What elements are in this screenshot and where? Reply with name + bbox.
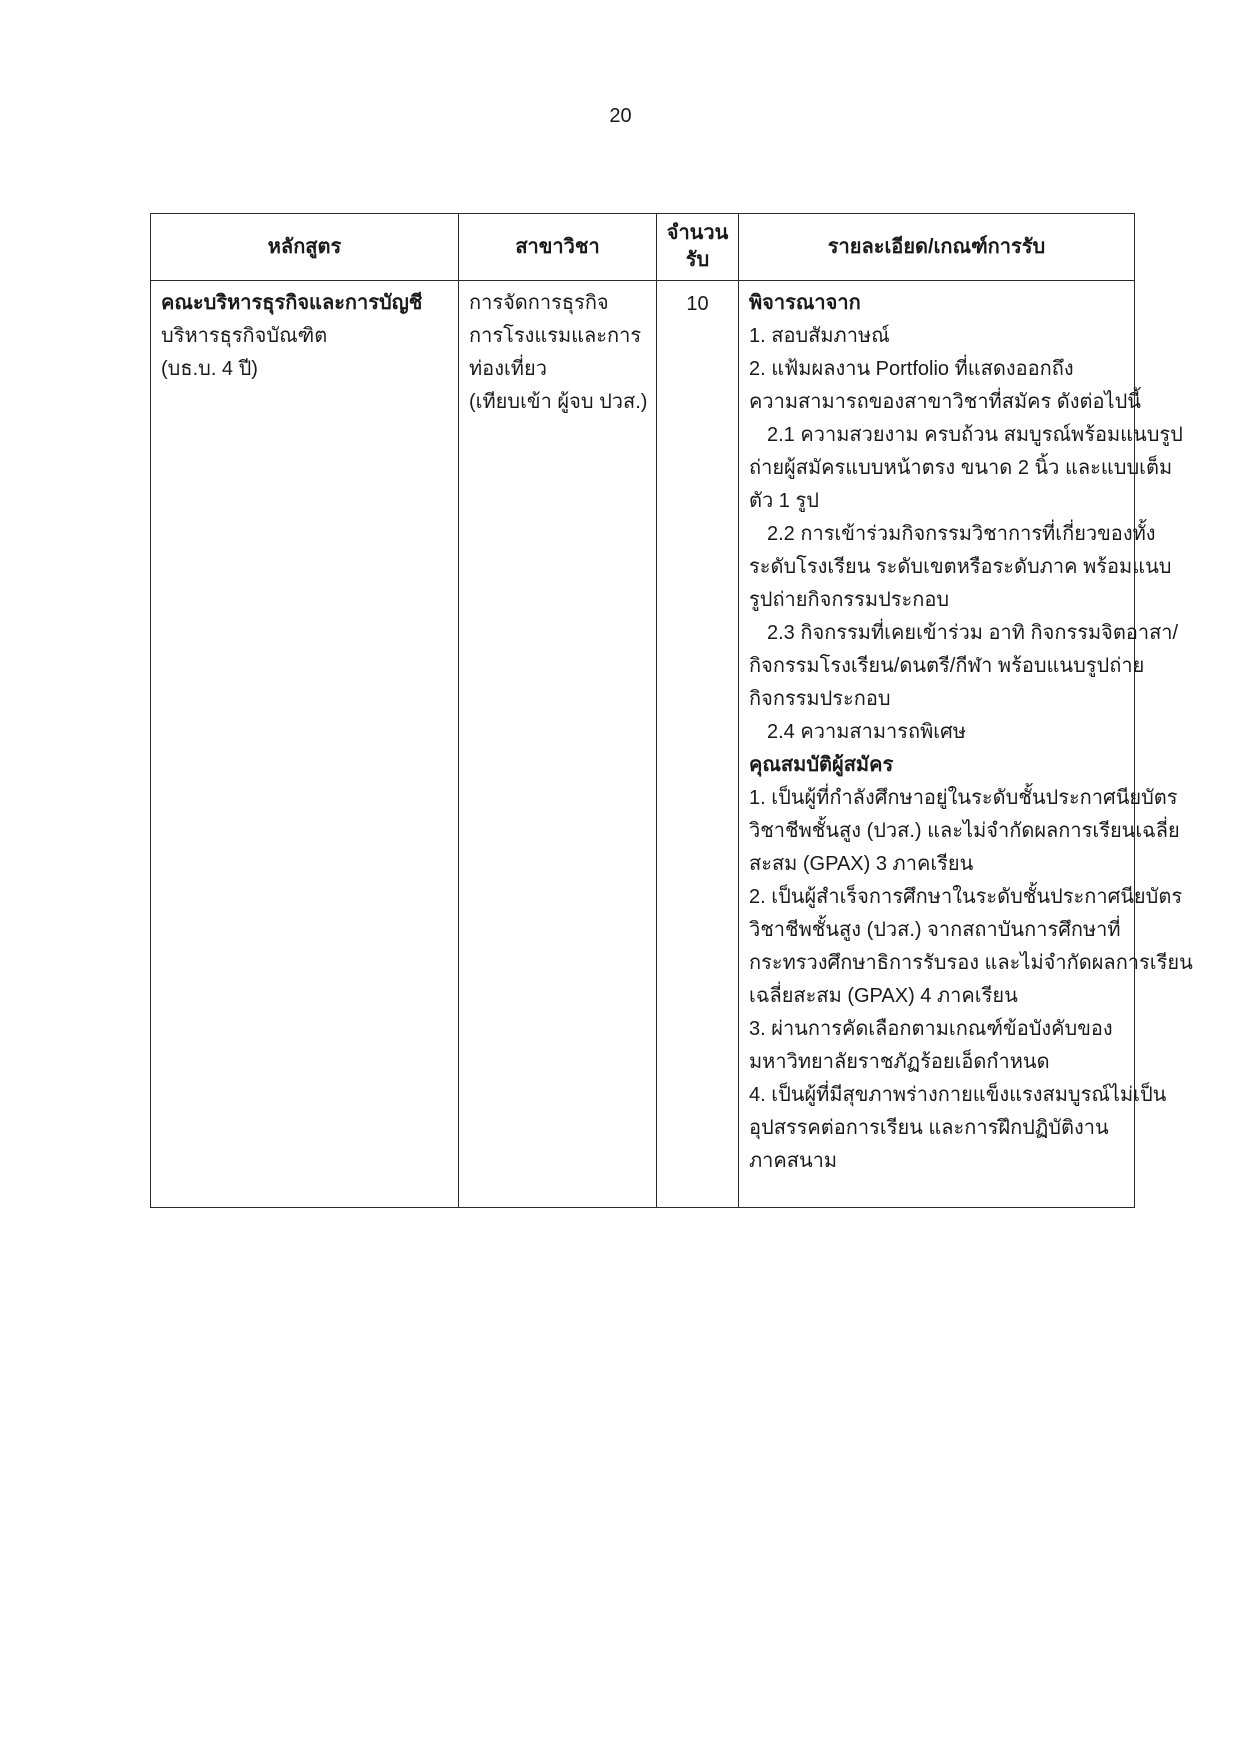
text-line: อุปสรรคต่อการเรียน และการฝึกปฏิบัติงาน [749, 1117, 1109, 1139]
text-line: 4. เป็นผู้ที่มีสุขภาพร่างกายแข็งแรงสมบูรณ์ไม่เป็น [749, 1084, 1167, 1106]
text-line: สะสม (GPAX) 3 ภาคเรียน [749, 853, 974, 875]
text-line: พิจารณาจาก [749, 292, 861, 314]
text-line: 2.2 การเข้าร่วมกิจกรรมวิชาการที่เกี่ยวของทั้ง [767, 523, 1156, 545]
header-quota-line2: รับ [685, 249, 710, 271]
text-line: 2.3 กิจกรรมที่เคยเข้าร่วม อาทิ กิจกรรมจิตอาสา/ [767, 622, 1179, 644]
text-line: การจัดการธุรกิจ [469, 292, 609, 314]
text-line: กิจกรรมโรงเรียน/ดนตรี/กีฬา พร้อบแนบรูปถ่าย [749, 655, 1145, 677]
table-header-row [151, 214, 1134, 281]
text-line: ตัว 1 รูป [749, 490, 819, 512]
header-program: หลักสูตร [151, 214, 459, 280]
text-line: 2.1 ความสวยงาม ครบถ้วน สมบูรณ์พร้อมแนบรูป [767, 424, 1183, 446]
header-quota [657, 214, 739, 280]
cell-major [459, 281, 657, 1207]
text-line: เฉลี่ยสะสม (GPAX) 4 ภาคเรียน [749, 985, 1018, 1007]
header-quota-line1: จำนวน [666, 222, 729, 244]
text-line: รูปถ่ายกิจกรรมประกอบ [749, 589, 950, 611]
text-line: บริหารธุรกิจบัณฑิต [161, 325, 328, 347]
text-line: 2. เป็นผู้สำเร็จการศึกษาในระดับชั้นประกาศนียบัตร [749, 886, 1183, 908]
text-line: คณะบริหารธุรกิจและการบัญชี [161, 292, 423, 314]
text-line: 2.4 ความสามารถพิเศษ [767, 721, 966, 743]
page-number: 20 [609, 105, 632, 127]
text-line: ระดับโรงเรียน ระดับเขตหรือระดับภาค พร้อมแนบ [749, 556, 1172, 578]
text-line: 1. สอบสัมภาษณ์ [749, 325, 890, 347]
text-line: 2. แฟ้มผลงาน Portfolio ที่แสดงออกถึง [749, 358, 1074, 380]
text-line: ถ่ายผู้สมัครแบบหน้าตรง ขนาด 2 นิ้ว และแบบเต็ม [749, 457, 1173, 479]
text-line: วิชาชีพชั้นสูง (ปวส.) และไม่จำกัดผลการเรียนเฉลี่ย [749, 820, 1180, 842]
text-line: การโรงแรมและการ [469, 325, 642, 347]
text-line: กิจกรรมประกอบ [749, 688, 891, 710]
text-line: (บธ.บ. 4 ปี) [161, 358, 258, 380]
admission-criteria-table [150, 213, 1193, 1208]
text-line: 1. เป็นผู้ที่กำลังศึกษาอยู่ในระดับชั้นประกาศนียบัตร [749, 787, 1178, 809]
header-details: รายละเอียด/เกณฑ์การรับ [827, 235, 1046, 258]
cell-quota: 10 [657, 281, 739, 1207]
text-line: กระทรวงศึกษาธิการรับรอง และไม่จำกัดผลการเรียน [749, 952, 1193, 974]
table-row [151, 281, 1193, 1207]
text-line: วิชาชีพชั้นสูง (ปวส.) จากสถาบันการศึกษาที่ [749, 919, 1121, 941]
cell-details [739, 281, 1203, 1207]
text-line: ความสามารถของสาขาวิชาที่สมัคร ดังต่อไปนี้ [749, 391, 1141, 413]
text-line: (เทียบเข้า ผู้จบ ปวส.) [469, 391, 648, 413]
text-line: คุณสมบัติผู้สมัคร [749, 754, 894, 776]
text-line: ภาคสนาม [749, 1150, 838, 1172]
cell-program [151, 281, 459, 1207]
text-line: ท่องเที่ยว [469, 358, 547, 380]
text-line: 3. ผ่านการคัดเลือกตามเกณฑ์ข้อบังคับของ [749, 1018, 1113, 1040]
text-line: มหาวิทยาลัยราชภัฏร้อยเอ็ดกำหนด [749, 1051, 1050, 1073]
header-major: สาขาวิชา [459, 214, 657, 280]
